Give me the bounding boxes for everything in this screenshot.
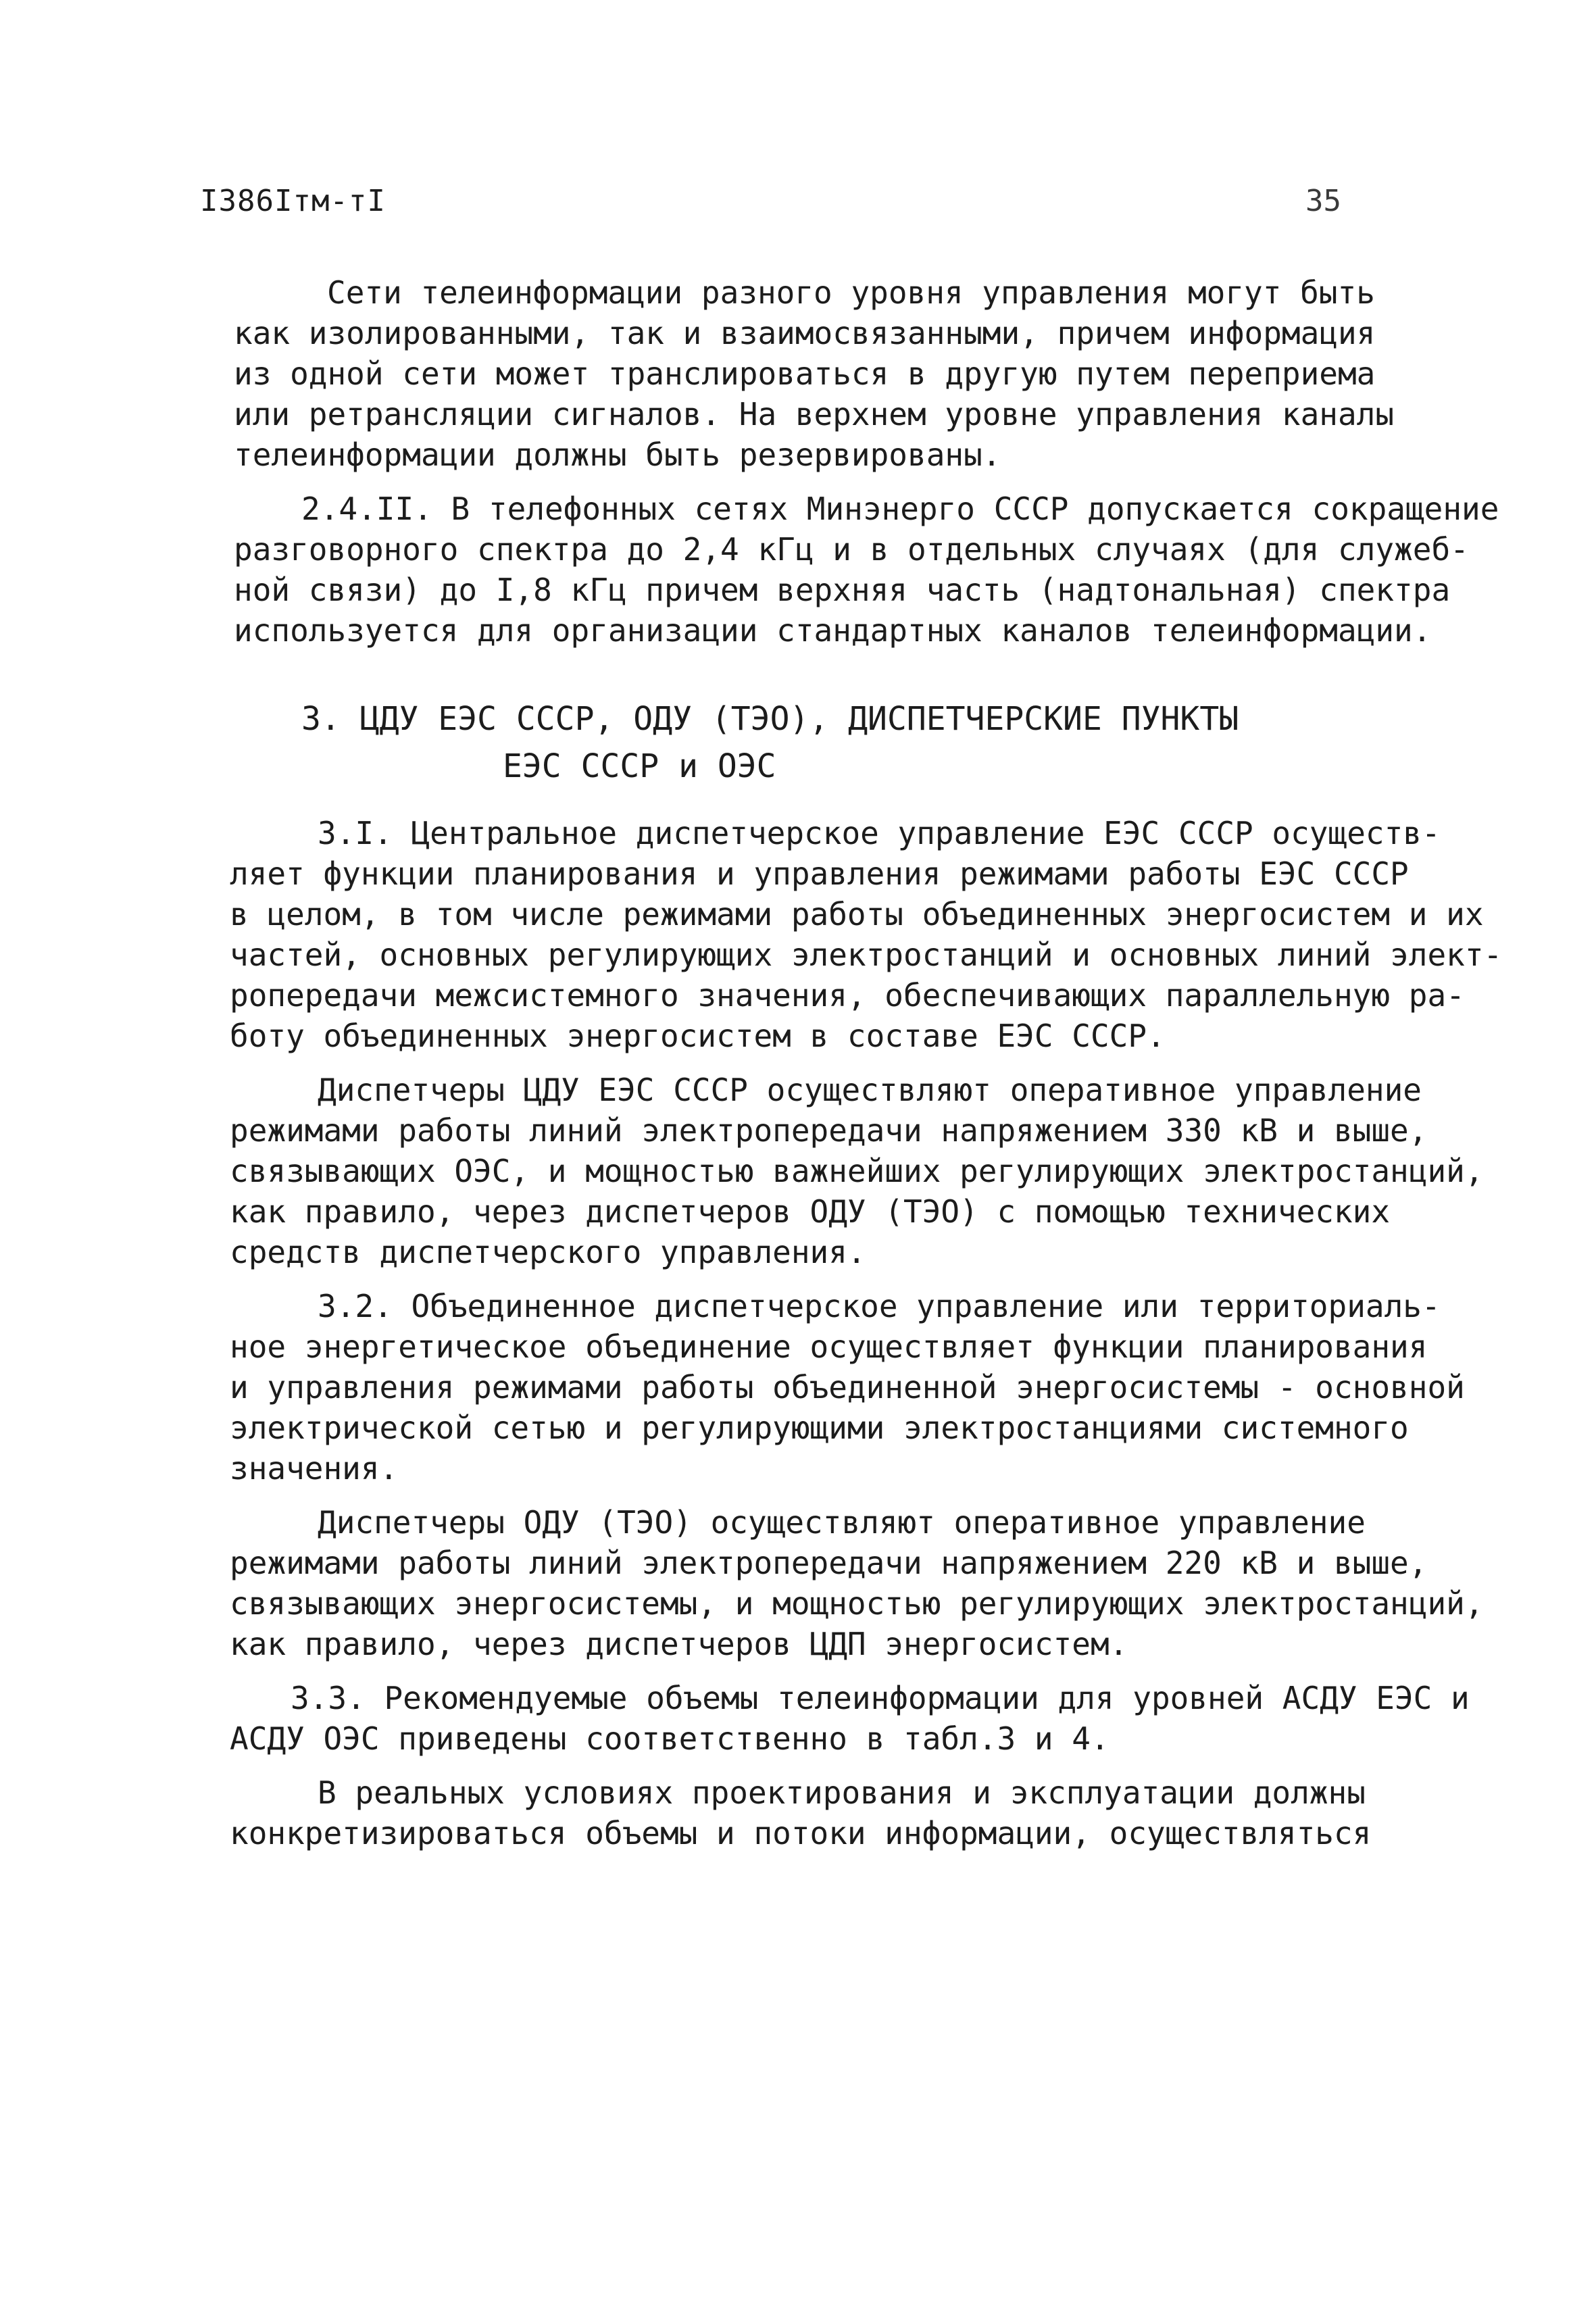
text-line: в целом, в том числе режимами работы объединенных энергосистем и их <box>230 896 1484 932</box>
text-line: 2.4.II. В телефонных сетях Минэнерго СССР допускается сокращение <box>301 491 1499 527</box>
text-line: телеинформации должны быть резервированы. <box>234 437 1001 473</box>
text-line: Сети телеинформации разного уровня управления могут быть <box>327 274 1375 311</box>
text-line: режимами работы линий электропередачи напряжением 330 кВ и выше, <box>230 1112 1428 1149</box>
text-line: 3.2. Объединенное диспетчерское управление или территориаль- <box>318 1288 1441 1324</box>
text-line: Диспетчеры ОДУ (ТЭО) осуществляют оперативное управление <box>318 1504 1366 1541</box>
text-line: или ретрансляции сигналов. На верхнем уровне управления каналы <box>234 396 1395 432</box>
text-line: боту объединенных энергосистем в составе ЕЭС СССР. <box>230 1018 1166 1054</box>
text-line: конкретизироваться объемы и потоки информации, осуществляться <box>230 1815 1372 1851</box>
text-line: режимами работы линий электропередачи напряжением 220 кВ и выше, <box>230 1545 1428 1581</box>
text-line: как правило, через диспетчеров ЦДП энергосистем. <box>230 1626 1128 1662</box>
text-line: как изолированными, так и взаимосвязанными, причем информация <box>234 315 1376 351</box>
text-line: 3.I. Центральное диспетчерское управление ЕЭС СССР осуществ- <box>318 815 1441 851</box>
text-line: ной связи) до I,8 кГц причем верхняя часть (надтональная) спектра <box>234 572 1451 608</box>
text-line: разговорного спектра до 2,4 кГц и в отдельных случаях (для служеб- <box>234 531 1469 568</box>
text-line: В реальных условиях проектирования и эксплуатации должны <box>318 1774 1366 1811</box>
text-line: Диспетчеры ЦДУ ЕЭС СССР осуществляют оперативное управление <box>318 1072 1422 1108</box>
text-line: ляет функции планирования и управления режимами работы ЕЭС СССР <box>230 855 1409 892</box>
text-line: электрической сетью и регулирующими электростанциями системного <box>230 1410 1409 1446</box>
section-heading: 3. ЦДУ ЕЭС СССР, ОДУ (ТЭО), ДИСПЕТЧЕРСКИЕ ПУНКТЫ <box>301 700 1239 738</box>
text-line: ропередачи межсистемного значения, обеспечивающих параллельную ра- <box>230 977 1465 1014</box>
text-line: значения. <box>230 1450 399 1487</box>
text-line: из одной сети может транслироваться в другую путем переприема <box>234 355 1376 392</box>
text-line: средств диспетчерского управления. <box>230 1234 866 1270</box>
document-code: I386Iтм-тI <box>200 184 386 218</box>
text-line: связывающих ОЭС, и мощностью важнейших регулирующих электростанций, <box>230 1153 1484 1189</box>
text-line: АСДУ ОЭС приведены соответственно в табл.3 и 4. <box>230 1720 1109 1757</box>
text-line: и управления режимами работы объединенной энергосистемы - основной <box>230 1369 1465 1405</box>
text-line: используется для организации стандартных каналов телеинформации. <box>234 612 1432 649</box>
page-number: 35 <box>1305 184 1341 218</box>
text-line: частей, основных регулирующих электростанций и основных линий элект- <box>230 937 1503 973</box>
text-line: 3.3. Рекомендуемые объемы телеинформации для уровней АСДУ ЕЭС и <box>291 1680 1470 1716</box>
text-line: связывающих энергосистемы, и мощностью регулирующих электростанций, <box>230 1585 1484 1622</box>
section-heading-line2: ЕЭС СССР и ОЭС <box>503 747 776 785</box>
text-line: как правило, через диспетчеров ОДУ (ТЭО) с помощью технических <box>230 1193 1391 1230</box>
text-line: ное энергетическое объединение осуществляет функции планирования <box>230 1328 1428 1365</box>
